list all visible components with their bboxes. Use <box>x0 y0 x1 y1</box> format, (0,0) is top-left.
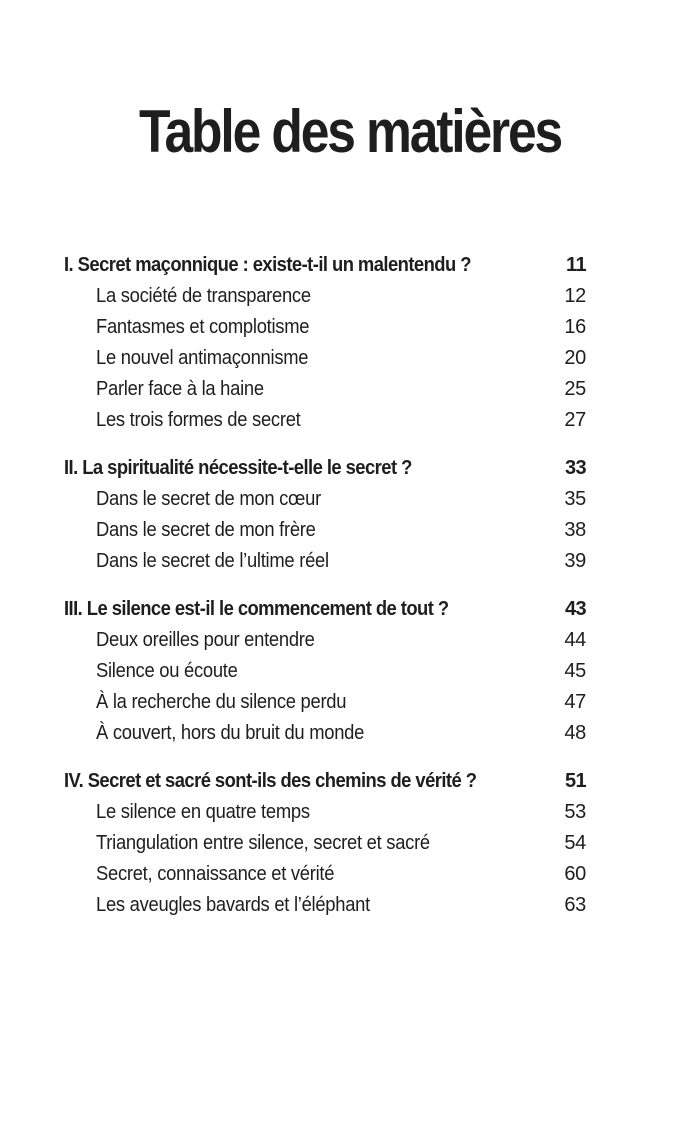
toc-entry[interactable] <box>64 828 586 859</box>
toc-entry-page: 47 <box>564 691 586 713</box>
toc-entry-page: 27 <box>564 409 586 431</box>
toc-entry-label: Triangulation entre silence, secret et sacré <box>96 832 430 854</box>
toc-heading[interactable] <box>64 594 586 625</box>
toc-entry-label: Deux oreilles pour entendre <box>96 629 315 651</box>
toc-heading-page: 33 <box>564 457 586 479</box>
toc-heading-label: IV. Secret et sacré sont-ils des chemins de vérité ? <box>64 770 477 792</box>
toc-entry-page: 53 <box>564 801 586 823</box>
toc-entry[interactable] <box>64 797 586 828</box>
toc-heading-page: 43 <box>564 598 586 620</box>
toc-entry[interactable] <box>64 405 586 436</box>
toc-entry[interactable] <box>64 515 586 546</box>
toc-entry[interactable] <box>64 859 586 890</box>
toc-heading-page: 51 <box>564 770 586 792</box>
toc-entry-label: Les trois formes de secret <box>96 409 301 431</box>
toc-heading-label: I. Secret maçonnique : existe-t-il un malentendu ? <box>64 254 471 276</box>
toc-entry[interactable] <box>64 546 586 577</box>
toc-heading-page: 11 <box>566 254 586 276</box>
toc-heading[interactable] <box>64 250 586 281</box>
toc-entry[interactable] <box>64 890 586 921</box>
toc-entry-label: Dans le secret de mon frère <box>96 519 316 541</box>
toc-entry-page: 35 <box>564 488 586 510</box>
toc-heading-label: III. Le silence est-il le commencement de tout ? <box>64 598 449 620</box>
toc-entry-page: 20 <box>564 347 586 369</box>
toc-heading[interactable] <box>64 766 586 797</box>
toc-entry-page: 12 <box>564 285 586 307</box>
toc-entry-page: 25 <box>564 378 586 400</box>
toc-entry-page: 54 <box>564 832 586 854</box>
toc-entry-label: Silence ou écoute <box>96 660 238 682</box>
toc-entry-label: La société de transparence <box>96 285 311 307</box>
toc-entry-label: Le nouvel antimaçonnisme <box>96 347 309 369</box>
toc-entry-page: 60 <box>564 863 586 885</box>
page-title: Table des matières <box>138 98 562 165</box>
toc-entry-label: Fantasmes et complotisme <box>96 316 310 338</box>
toc-entry-label: Dans le secret de mon cœur <box>96 488 321 510</box>
toc-section-1 <box>64 250 586 436</box>
toc-entry-page: 45 <box>564 660 586 682</box>
toc-entry-label: À la recherche du silence perdu <box>96 691 347 713</box>
toc-entry-page: 39 <box>564 550 586 572</box>
toc-entry-label: Les aveugles bavards et l’éléphant <box>96 894 370 916</box>
toc-entry-page: 38 <box>564 519 586 541</box>
toc-entry-label: Le silence en quatre temps <box>96 801 310 823</box>
table-of-contents <box>64 250 586 938</box>
toc-entry[interactable] <box>64 343 586 374</box>
toc-entry[interactable] <box>64 656 586 687</box>
toc-section-2 <box>64 453 586 577</box>
toc-entry[interactable] <box>64 374 586 405</box>
toc-section-3 <box>64 594 586 749</box>
toc-entry-label: Parler face à la haine <box>96 378 264 400</box>
toc-entry[interactable] <box>64 625 586 656</box>
toc-heading[interactable] <box>64 453 586 484</box>
toc-entry-page: 44 <box>564 629 586 651</box>
toc-entry-label: Secret, connaissance et vérité <box>96 863 335 885</box>
toc-entry[interactable] <box>64 312 586 343</box>
toc-section-4 <box>64 766 586 921</box>
toc-entry-page: 63 <box>564 894 586 916</box>
toc-entry[interactable] <box>64 718 586 749</box>
toc-entry[interactable] <box>64 687 586 718</box>
toc-entry[interactable] <box>64 281 586 312</box>
toc-entry-label: Dans le secret de l’ultime réel <box>96 550 329 572</box>
toc-entry-label: À couvert, hors du bruit du monde <box>96 722 365 744</box>
toc-entry-page: 16 <box>564 316 586 338</box>
toc-entry[interactable] <box>64 484 586 515</box>
toc-entry-page: 48 <box>564 722 586 744</box>
toc-heading-label: II. La spiritualité nécessite-t-elle le secret ? <box>64 457 412 479</box>
